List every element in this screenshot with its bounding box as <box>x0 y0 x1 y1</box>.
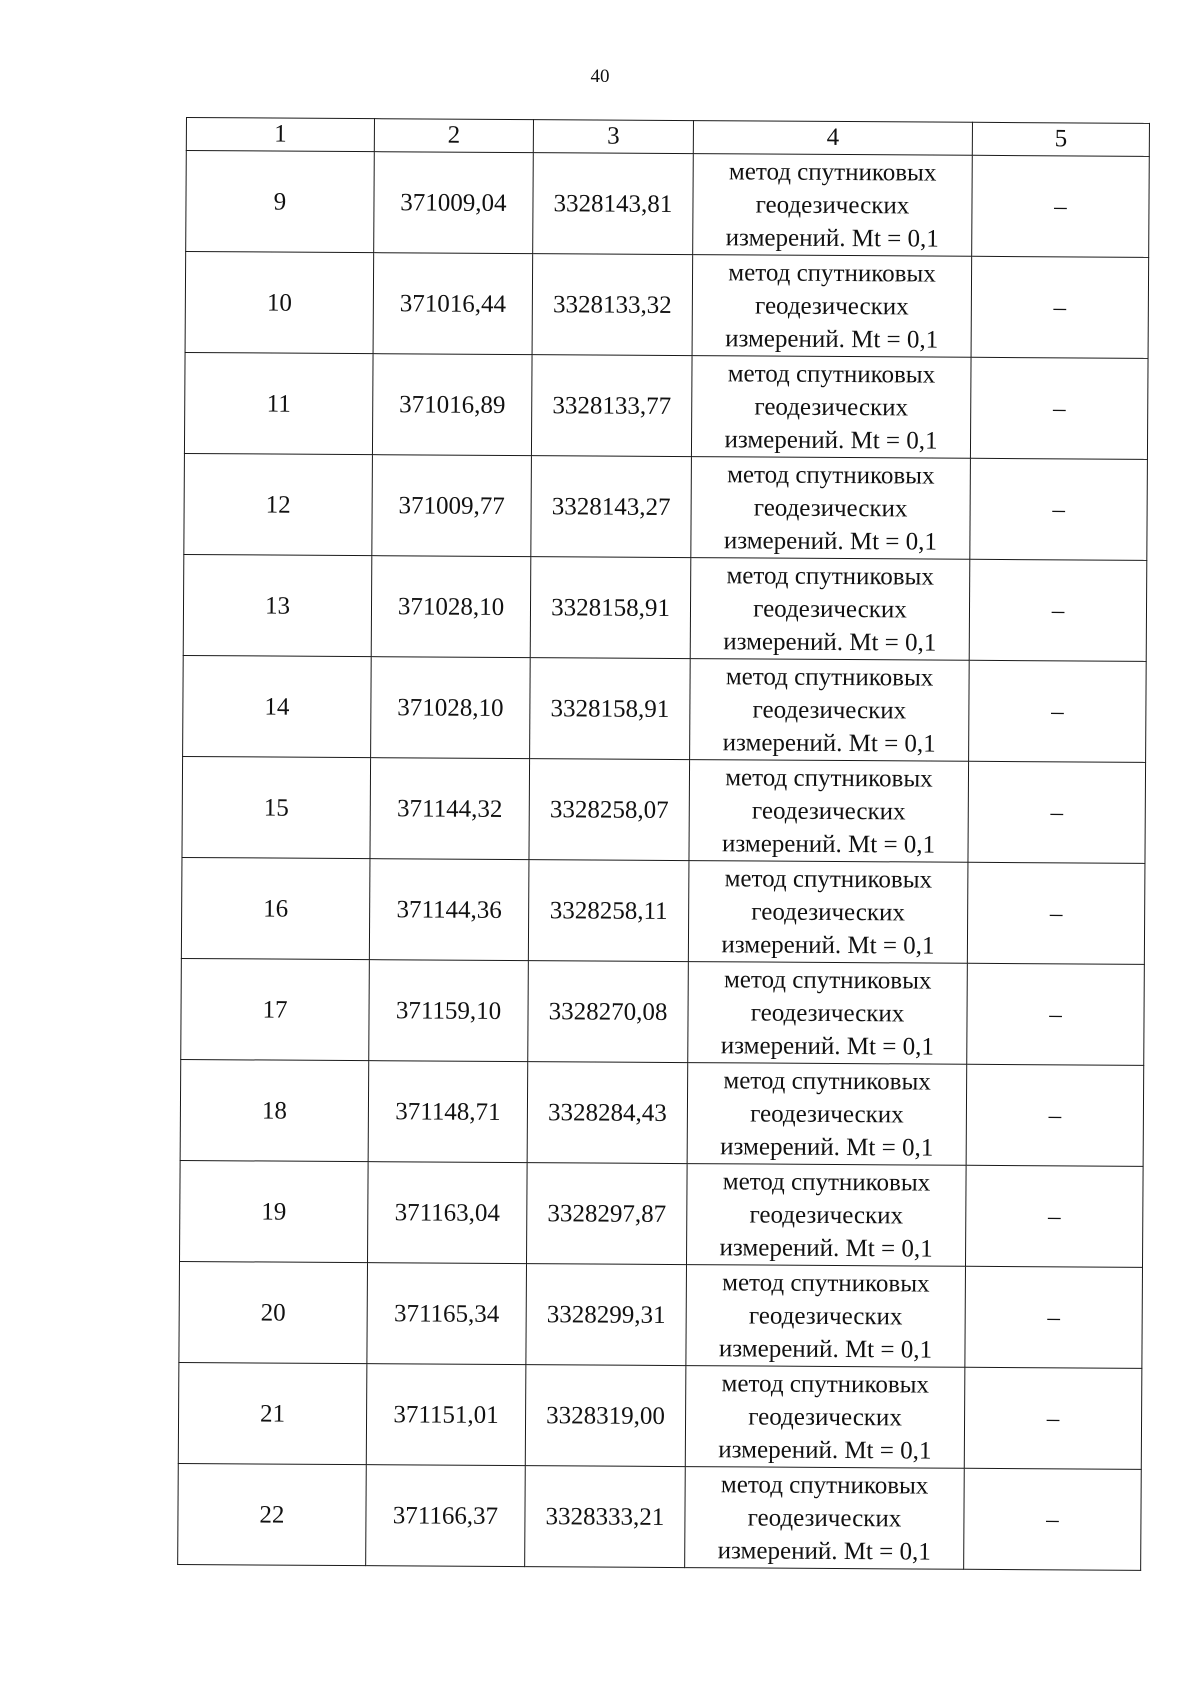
y-coordinate-cell: 3328319,00 <box>525 1365 686 1467</box>
method-cell <box>685 1366 965 1469</box>
x-coordinate-cell: 371144,36 <box>369 859 529 961</box>
method-cell <box>691 457 971 560</box>
note-cell: – <box>967 862 1145 964</box>
y-coordinate-cell: 3328133,77 <box>531 355 692 457</box>
table-row <box>184 453 1148 560</box>
coordinates-table <box>177 117 1150 1571</box>
method-cell <box>692 255 972 358</box>
table-row <box>186 151 1150 258</box>
method-text: метод спутниковых геодезических измерений. Mt = 0,1 <box>720 1066 934 1162</box>
x-coordinate-cell: 371028,10 <box>371 657 531 759</box>
table-row <box>183 655 1147 762</box>
note-cell: – <box>965 1266 1143 1368</box>
x-coordinate-cell: 371144,32 <box>370 758 530 860</box>
header-cell-3: 3 <box>533 120 693 154</box>
method-cell <box>690 659 970 762</box>
method-cell <box>686 1265 966 1368</box>
method-cell <box>687 1063 967 1166</box>
y-coordinate-cell: 3328284,43 <box>527 1062 688 1164</box>
x-coordinate-cell: 371166,37 <box>366 1465 526 1567</box>
note-cell: – <box>972 155 1150 257</box>
method-cell <box>686 1164 966 1267</box>
method-text: метод спутниковых геодезических измерений. Mt = 0,1 <box>718 1268 933 1364</box>
header-cell-2: 2 <box>374 119 533 153</box>
note-cell: – <box>967 963 1145 1065</box>
method-cell <box>685 1467 965 1570</box>
note-cell: – <box>966 1064 1144 1166</box>
method-text: метод спутниковых геодезических измерений. Mt = 0,1 <box>722 662 936 758</box>
x-coordinate-cell: 371159,10 <box>369 960 529 1062</box>
note-cell: – <box>964 1367 1142 1469</box>
table-row <box>179 1261 1143 1368</box>
method-text: метод спутниковых геодезических измерений. Mt = 0,1 <box>725 157 939 253</box>
note-cell: – <box>964 1468 1142 1570</box>
table-body <box>178 151 1150 1571</box>
y-coordinate-cell: 3328297,87 <box>527 1163 688 1265</box>
header-cell-4: 4 <box>693 121 972 156</box>
method-text: метод спутниковых геодезических измерений. Mt = 0,1 <box>723 460 938 556</box>
y-coordinate-cell: 3328299,31 <box>526 1264 687 1366</box>
table-row <box>181 958 1145 1065</box>
y-coordinate-cell: 3328143,81 <box>533 153 694 255</box>
table-row <box>180 1160 1144 1267</box>
method-text: метод спутниковых геодезических измерений. Mt = 0,1 <box>723 561 937 657</box>
note-cell: – <box>969 559 1147 661</box>
x-coordinate-cell: 371148,71 <box>368 1061 528 1163</box>
x-coordinate-cell: 371009,77 <box>372 455 532 557</box>
x-coordinate-cell: 371028,10 <box>371 556 531 658</box>
method-text: метод спутниковых геодезических измерений. Mt = 0,1 <box>720 965 934 1061</box>
x-coordinate-cell: 371151,01 <box>366 1364 526 1466</box>
y-coordinate-cell: 3328258,11 <box>528 860 689 962</box>
note-cell: – <box>970 357 1148 459</box>
note-cell: – <box>971 256 1149 358</box>
point-number-cell: 19 <box>180 1160 369 1262</box>
point-number-cell: 11 <box>184 352 373 454</box>
method-cell <box>688 861 968 964</box>
y-coordinate-cell: 3328270,08 <box>528 961 689 1063</box>
point-number-cell: 16 <box>181 857 370 959</box>
note-cell: – <box>965 1165 1143 1267</box>
y-coordinate-cell: 3328158,91 <box>530 557 691 659</box>
note-cell: – <box>968 761 1146 863</box>
x-coordinate-cell: 371165,34 <box>367 1263 527 1365</box>
point-number-cell: 13 <box>183 554 372 656</box>
point-number-cell: 9 <box>186 151 375 253</box>
point-number-cell: 15 <box>182 756 371 858</box>
x-coordinate-cell: 371009,04 <box>374 152 534 254</box>
method-cell <box>689 760 969 863</box>
method-cell <box>688 962 968 1065</box>
method-text: метод спутниковых геодезических измерений. Mt = 0,1 <box>721 864 935 960</box>
point-number-cell: 12 <box>184 453 373 555</box>
table-row <box>185 252 1149 359</box>
table-row <box>183 554 1147 661</box>
point-number-cell: 22 <box>178 1463 367 1565</box>
header-cell-5: 5 <box>972 122 1149 156</box>
point-number-cell: 14 <box>183 655 372 757</box>
method-text: метод спутниковых геодезических измерений. Mt = 0,1 <box>721 763 936 859</box>
x-coordinate-cell: 371016,89 <box>372 354 532 456</box>
method-text: метод спутниковых геодезических измерений. Mt = 0,1 <box>718 1369 932 1465</box>
table-row <box>180 1059 1144 1166</box>
method-cell <box>690 558 970 661</box>
table-row <box>178 1362 1142 1469</box>
method-text: метод спутниковых геодезических измерений. Mt = 0,1 <box>719 1167 933 1263</box>
method-text: метод спутниковых геодезических измерений. Mt = 0,1 <box>725 258 939 354</box>
y-coordinate-cell: 3328143,27 <box>531 456 692 558</box>
point-number-cell: 20 <box>179 1261 368 1363</box>
table-row <box>184 352 1148 459</box>
point-number-cell: 10 <box>185 252 374 354</box>
note-cell: – <box>970 458 1148 560</box>
point-number-cell: 18 <box>180 1059 369 1161</box>
y-coordinate-cell: 3328158,91 <box>530 658 691 760</box>
y-coordinate-cell: 3328333,21 <box>525 1466 686 1568</box>
method-cell <box>693 154 973 257</box>
y-coordinate-cell: 3328258,07 <box>529 759 690 861</box>
x-coordinate-cell: 371163,04 <box>368 1162 528 1264</box>
x-coordinate-cell: 371016,44 <box>373 253 533 355</box>
table-row <box>182 756 1146 863</box>
point-number-cell: 21 <box>178 1362 367 1464</box>
y-coordinate-cell: 3328133,32 <box>532 254 693 356</box>
header-cell-1: 1 <box>186 118 374 152</box>
note-cell: – <box>969 660 1147 762</box>
method-text: метод спутниковых геодезических измерений. Mt = 0,1 <box>717 1470 931 1566</box>
method-cell <box>691 356 971 459</box>
method-text: метод спутниковых геодезических измерений. Mt = 0,1 <box>724 359 938 455</box>
page-number: 40 <box>590 66 610 87</box>
table-row <box>178 1463 1142 1570</box>
point-number-cell: 17 <box>181 958 370 1060</box>
table-row <box>181 857 1145 964</box>
